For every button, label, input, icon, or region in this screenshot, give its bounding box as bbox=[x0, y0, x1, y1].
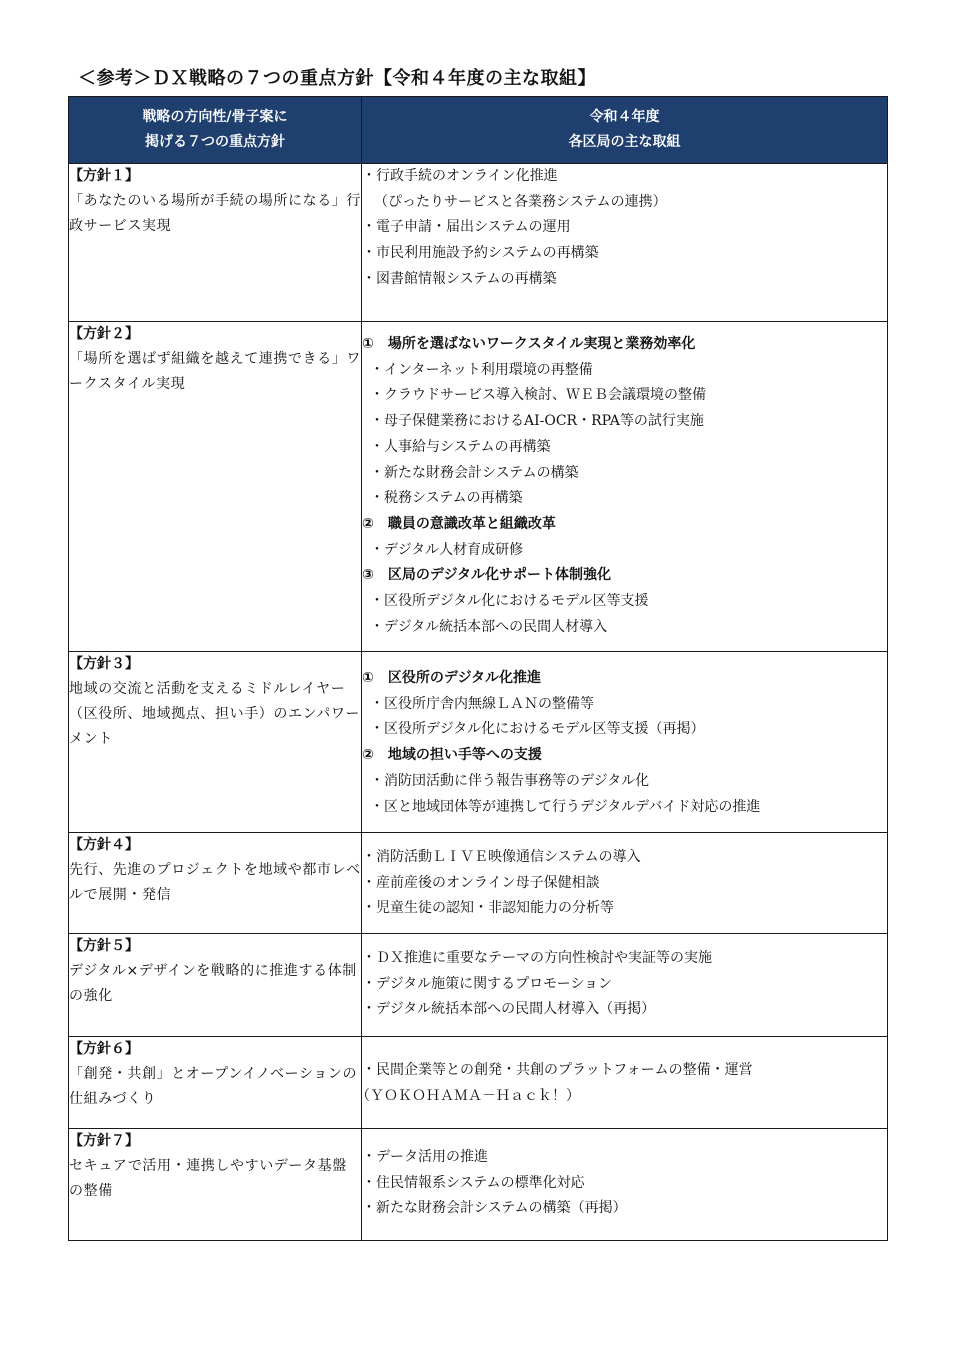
header-policy-column bbox=[69, 97, 362, 164]
header-policy-line: 戦略の方向性/骨子案に bbox=[142, 109, 288, 125]
initiative-item: ・人事給与システムの再構築 bbox=[370, 438, 551, 455]
header-initiatives-line: 令和４年度 bbox=[589, 109, 660, 125]
initiative-item: ・消防団活動に伴う報告事務等のデジタル化 bbox=[370, 772, 650, 789]
initiative-item: ・区と地域団体等が連携して行うデジタルデバイド対応の推進 bbox=[370, 798, 761, 815]
policy-description: 「あなたのいる場所が手続の場所になる」行政サービス実現 bbox=[69, 193, 361, 234]
policy-label: 【方針３】 bbox=[69, 656, 139, 672]
policy-label: 【方針６】 bbox=[69, 1041, 139, 1057]
initiatives-cell bbox=[362, 833, 888, 934]
table-row bbox=[69, 322, 888, 652]
policy-label: 【方針１】 bbox=[69, 168, 139, 184]
policy-description: セキュアで活用・連携しやすいデータ基盤の整備 bbox=[69, 1158, 347, 1199]
initiative-item: ・税務システムの再構築 bbox=[370, 490, 523, 507]
policy-cell bbox=[69, 652, 362, 833]
initiatives-cell bbox=[362, 652, 888, 833]
initiative-heading: ② 職員の意識改革と組織改革 bbox=[362, 515, 556, 532]
initiative-item: ・民間企業等との創発・共創のプラットフォームの整備・運営 bbox=[362, 1062, 753, 1078]
table-row bbox=[69, 934, 888, 1037]
policy-cell bbox=[69, 934, 362, 1037]
initiative-item: ・データ活用の推進 bbox=[362, 1149, 488, 1165]
initiative-item: ・クラウドサービス導入検討、ＷＥＢ会議環境の整備 bbox=[370, 387, 706, 404]
table-row bbox=[69, 1129, 888, 1241]
initiative-item: ・区役所デジタル化におけるモデル区等支援 bbox=[370, 593, 649, 610]
table-row bbox=[69, 833, 888, 934]
initiative-item: （ＹＯＫＯＨＡＭＡ－Ｈａｃｋ！） bbox=[356, 1087, 580, 1104]
initiative-item: ・区役所庁舎内無線ＬＡＮの整備等 bbox=[370, 695, 594, 712]
policy-description: 先行、先進のプロジェクトを地域や都市レベルで展開・発信 bbox=[69, 862, 361, 903]
initiative-item: ・行政手続のオンライン化推進 bbox=[362, 168, 558, 184]
policy-label: 【方針５】 bbox=[69, 938, 139, 954]
initiative-heading: ③ 区局のデジタル化サポート体制強化 bbox=[362, 567, 612, 584]
header-initiatives-line: 各区局の主な取組 bbox=[568, 134, 681, 150]
initiatives-cell bbox=[356, 1037, 888, 1129]
table-header-row bbox=[69, 97, 888, 164]
initiative-item: ・母子保健業務におけるAI-OCR・RPA等の試行実施 bbox=[370, 413, 704, 430]
initiatives-cell bbox=[362, 164, 888, 322]
initiative-heading: ① 区役所のデジタル化推進 bbox=[362, 670, 542, 686]
initiative-item: ・新たな財務会計システムの構築 bbox=[370, 464, 579, 481]
policy-label: 【方針７】 bbox=[69, 1133, 139, 1149]
initiative-item: ・児童生徒の認知・非認知能力の分析等 bbox=[362, 900, 614, 917]
policy-description: 「場所を選ばず組織を越えて連携できる」ワークスタイル実現 bbox=[69, 351, 361, 392]
initiative-item: ・区役所デジタル化におけるモデル区等支援（再掲） bbox=[370, 721, 705, 738]
page-title: ＜参考＞ＤＸ戦略の７つの重点方針【令和４年度の主な取組】 bbox=[78, 68, 596, 89]
policy-cell bbox=[69, 164, 362, 322]
initiative-item: ・住民情報系システムの標準化対応 bbox=[362, 1174, 585, 1191]
initiative-item: ・デジタル施策に関するプロモーション bbox=[362, 975, 613, 992]
initiative-item: ・産前産後のオンライン母子保健相談 bbox=[362, 874, 600, 891]
initiative-item: ・新たな財務会計システムの構築（再掲） bbox=[362, 1200, 627, 1217]
policy-label: 【方針２】 bbox=[69, 326, 139, 342]
table-row bbox=[69, 652, 888, 833]
policy-description: 「創発・共創」とオープンイノベーションの仕組みづくり bbox=[69, 1066, 358, 1107]
initiative-item: ・市民利用施設予約システムの再構築 bbox=[362, 245, 599, 262]
initiative-item: ・ＤＸ推進に重要なテーマの方向性検討や実証等の実施 bbox=[362, 950, 712, 966]
initiative-item: ・インターネット利用環境の再整備 bbox=[370, 361, 593, 378]
initiative-heading: ② 地域の担い手等への支援 bbox=[362, 747, 542, 764]
initiatives-cell bbox=[362, 1129, 888, 1241]
table-row bbox=[69, 1037, 888, 1129]
initiative-item: ・デジタル統括本部への民間人材導入 bbox=[370, 618, 608, 635]
policy-description: 地域の交流と活動を支えるミドルレイヤー（区役所、地域拠点、担い手）のエンパワーメント bbox=[69, 681, 361, 747]
initiative-item: ・電子申請・届出システムの運用 bbox=[362, 219, 571, 236]
initiative-item: （ぴったりサービスと各業務システムの連携） bbox=[374, 193, 667, 210]
initiative-item: ・図書館情報システムの再構築 bbox=[362, 270, 557, 287]
policy-table bbox=[68, 96, 888, 1241]
initiative-item: ・デジタル統括本部への民間人材導入（再掲） bbox=[362, 1001, 656, 1018]
table-row bbox=[69, 164, 888, 322]
initiative-heading: ① 場所を選ばないワークスタイル実現と業務効率化 bbox=[362, 336, 696, 352]
initiative-item: ・デジタル人材育成研修 bbox=[370, 541, 524, 558]
policy-cell bbox=[69, 833, 362, 934]
policy-cell bbox=[69, 1037, 362, 1129]
header-policy-line: 掲げる７つの重点方針 bbox=[145, 134, 285, 150]
policy-cell bbox=[69, 322, 362, 652]
initiatives-cell bbox=[362, 322, 888, 652]
policy-description: デジタル×デザインを戦略的に推進する体制の強化 bbox=[69, 963, 357, 1004]
policy-label: 【方針４】 bbox=[69, 837, 139, 853]
policy-cell bbox=[69, 1129, 362, 1241]
header-initiatives-column bbox=[362, 97, 888, 164]
initiatives-cell bbox=[362, 934, 888, 1037]
initiative-item: ・消防活動ＬＩＶＥ映像通信システムの導入 bbox=[362, 849, 641, 865]
